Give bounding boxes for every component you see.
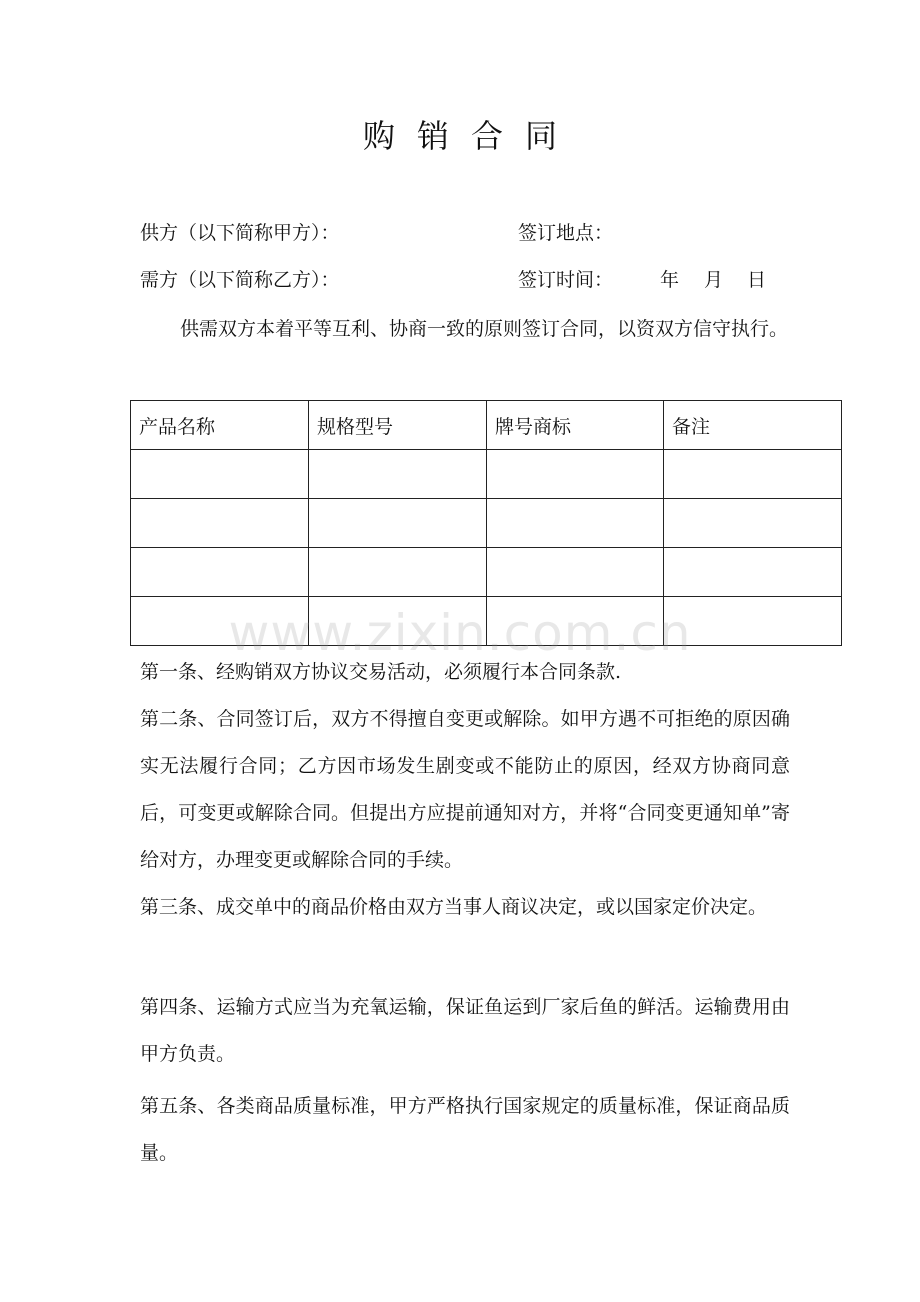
table-cell bbox=[487, 450, 664, 499]
table-header-row bbox=[131, 401, 842, 450]
table-cell bbox=[131, 548, 309, 597]
document-title: 购销合同 bbox=[362, 117, 579, 155]
table-cell bbox=[487, 499, 664, 548]
table-row bbox=[131, 450, 842, 499]
table-cell bbox=[309, 548, 487, 597]
sign-time-label: 签订时间： bbox=[518, 269, 614, 291]
table-cell bbox=[309, 450, 487, 499]
info-row-buyer bbox=[140, 265, 800, 295]
sign-place-label: 签订地点： bbox=[518, 222, 614, 244]
clause-5: 第五条、各类商品质量标准，甲方严格执行国家规定的质量标准，保证商品质量。 bbox=[140, 1095, 790, 1164]
clause-3: 第三条、成交单中的商品价格由双方当事人商议决定，或以国家定价决定。 bbox=[140, 896, 768, 918]
supplier-label: 供方（以下简称甲方）： bbox=[140, 222, 340, 244]
intro-paragraph: 供需双方本着平等互利、协商一致的原则签订合同，以资双方信守执行。 bbox=[180, 318, 789, 340]
clause-1: 第一条、经购销双方协议交易活动，必须履行本合同条款. bbox=[140, 661, 622, 683]
table-header-cell: 规格型号 bbox=[309, 401, 487, 450]
table-cell bbox=[664, 548, 842, 597]
info-row-supplier bbox=[140, 218, 800, 248]
table-cell bbox=[664, 499, 842, 548]
clause-4: 第四条、运输方式应当为充氧运输，保证鱼运到厂家后鱼的鲜活。运输费用由甲方负责。 bbox=[140, 996, 790, 1065]
table-cell bbox=[131, 499, 309, 548]
date-day: 日 bbox=[747, 269, 767, 291]
table-header-cell: 备注 bbox=[664, 401, 842, 450]
date-month: 月 bbox=[704, 269, 724, 291]
table-row bbox=[131, 548, 842, 597]
table-cell bbox=[664, 450, 842, 499]
watermark-text: www.zixin.com.cn bbox=[228, 604, 692, 662]
clause-2: 第二条、合同签订后，双方不得擅自变更或解除。如甲方遇不可拒绝的原因确实无法履行合同；乙方因市场发生剧变或不能防止的原因，经双方协商同意后，可变更或解除合同。但提出方应提前通知对方，并将“合同变更通知单”寄给对方，办理变更或解除合同的手续。 bbox=[140, 708, 790, 871]
table-row bbox=[131, 499, 842, 548]
table-header-cell: 牌号商标 bbox=[487, 401, 664, 450]
table-cell bbox=[487, 548, 664, 597]
table-cell bbox=[309, 499, 487, 548]
date-year: 年 bbox=[660, 269, 680, 291]
table-header-cell: 产品名称 bbox=[131, 401, 309, 450]
buyer-label: 需方（以下简称乙方）： bbox=[140, 269, 340, 291]
table-cell bbox=[131, 450, 309, 499]
